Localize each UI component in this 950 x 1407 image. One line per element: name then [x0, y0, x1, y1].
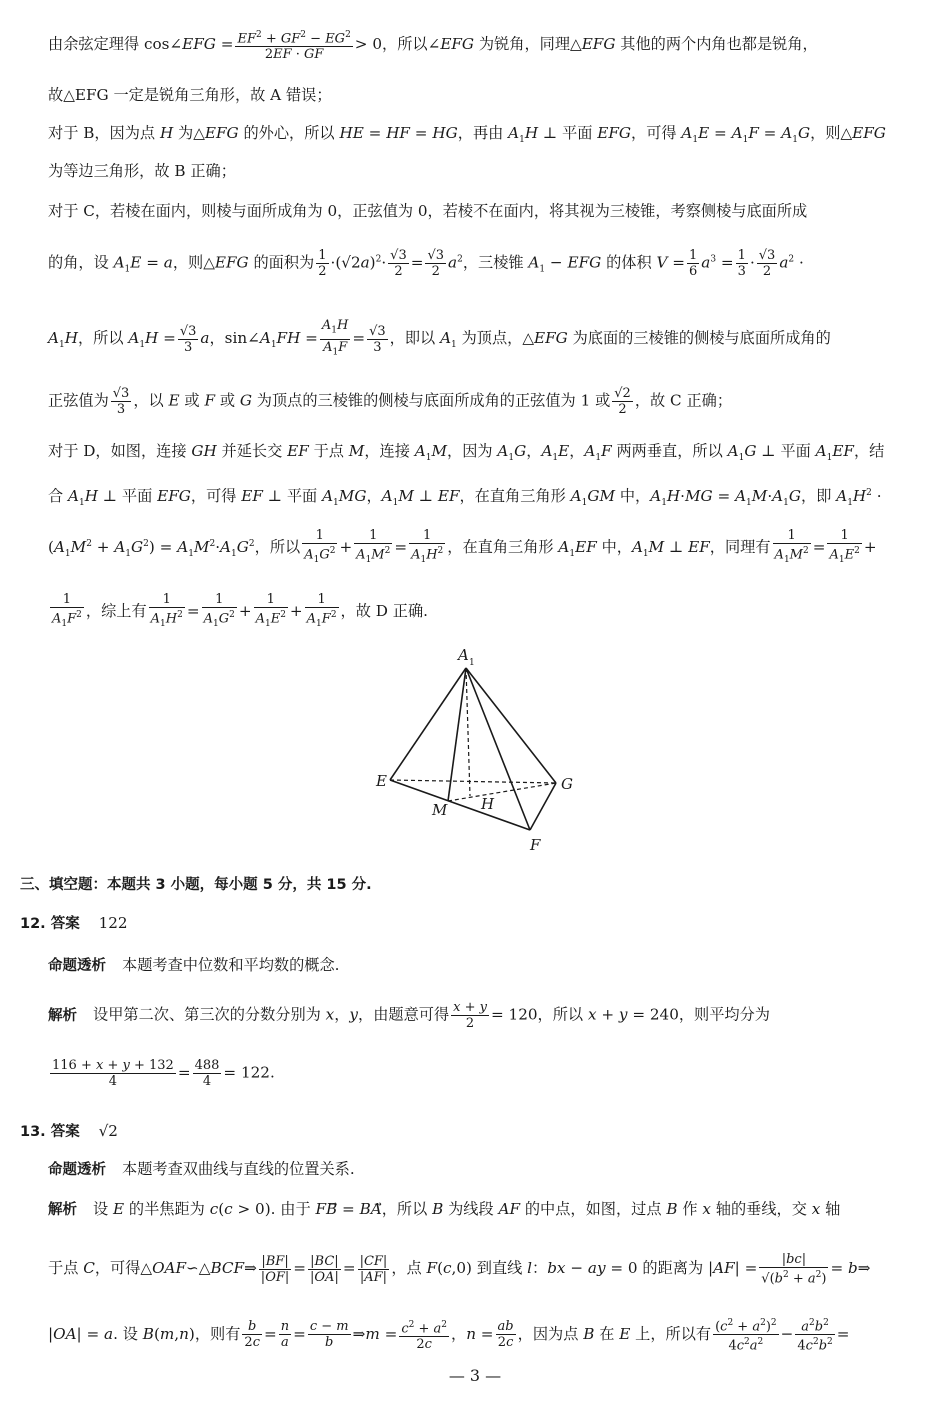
section-heading: 三、填空题：本题共 3 小题，每小题 5 分，共 15 分.: [20, 877, 372, 893]
q13-tag-analysis: 命题透析: [48, 1162, 106, 1178]
edge-A1E: [390, 668, 466, 780]
q13-answer-line: [20, 1120, 930, 1143]
segment-A1H-hidden: [466, 668, 470, 796]
text-line-6: 的角，设 $A_1E = a$，则△EFG 的面积为 $\frac{1}{2}$ $\cdot(√2a)^2\cdot$ $\frac{√3}{2}$ = $\frac{√3}{2}$ $a^2$，三棱锥 $A_1$ − EFG 的体积 V = $\frac{1}{6}$ $a^3$ = $\frac{1}{3}$ · $\frac{√3}{2}$ $a^2$ ·: [48, 248, 804, 279]
text-line-7: $A_1H$，所以 $A_1H$ = $\frac{√3}{3}$ a，$\sin\angle A_1FH$ = $\frac{A_1H}{A_1F}$ = $\frac{√3}{3}$ ，即以 $A_1$ 为顶点，△EFG 为底面的三棱锥的侧棱与底面所成角的: [48, 318, 831, 358]
label-H: H: [481, 795, 495, 813]
q12-tag-solution: 解析: [48, 1007, 77, 1024]
edge-A1F: [466, 668, 530, 830]
text-line-1: 由余弦定理得 cos∠EFG = $\frac{EF^2 + GF^2 - EG^2}{2EF \cdot GF}$ > 0，所以∠EFG 为锐角，同理△EFG 其他的两个内角也都是锐角，: [48, 30, 818, 63]
q12-analysis: 本题考查中位数和平均数的概念.: [122, 956, 340, 974]
q12-tag-analysis: 命题透析: [48, 958, 106, 974]
text-line-4: 为等边三角形，故 B 正确；: [48, 162, 236, 180]
q13-solution-line-3: |OA| = a. 设 B(m,n)，则有 $\frac{b}{2c}$ = $\frac{n}{a}$ = $\frac{c - m}{b}$ ⇒m = $\frac{c^2 + a^2}{2c}$ ，n = $\frac{ab}{2c}$ ，因为点 B 在 E 上，所以有 $\frac{(c^2 + a^2)^2}{4c^2a^2}$ − $\frac{a^2b^2}{4c^2b^2}$ =: [48, 1318, 850, 1354]
text-line-9: 对于 D，如图，连接 GH 并延长交 EF 于点 M，连接 $A_1M$，因为 $A_1G$，$A_1E$，$A_1F$ 两两垂直，所以 $A_1G$ ⊥ 平面 $A_1EF$，结: [48, 442, 885, 464]
label-F: F: [530, 836, 541, 854]
edge-A1G: [466, 668, 556, 783]
text-line-3: 对于 B，因为点 H 为△EFG 的外心，所以 HE = HF = HG，再由 $A_1H$ ⊥ 平面 EFG，可得 $A_1E = A_1F = A_1G$，则△EFG: [48, 124, 886, 146]
text-line-2: 故△EFG 一定是锐角三角形，故 A 错误；: [48, 86, 332, 104]
edge-EG-hidden: [390, 780, 556, 783]
q12-answer: 122: [98, 914, 128, 932]
page-number: — 3 —: [448, 1366, 502, 1385]
q13-head: 13. 答案: [20, 1124, 80, 1140]
q12-head: 12. 答案: [20, 916, 80, 932]
text-line-11: $(A_1M^2 + A_1G^2) = A_1M^2\cdot A_1G^2$，所以 $\frac{1}{A_1G^2}$ + $\frac{1}{A_1M^2}$ = $\frac{1}{A_1H^2}$ ，在直角三角形 $A_1EF$ 中，$A_1M$ ⊥ EF，同理有 $\frac{1}{A_1M^2}$ = $\frac{1}{A_1E^2}$ +: [48, 528, 877, 565]
q13-solution-line-2: 于点 C，可得△OAF∽△BCF⇒ $\frac{|BF|}{|OF|}$ = $\frac{|BC|}{|OA|}$ = $\frac{|CF|}{|AF|}$ ，点 F(c,0) 到直线 l：bx − ay = 0 的距离为 |AF| = $\frac{|bc|}{√(b^2 + a^2)}$ = b⇒: [48, 1252, 871, 1287]
q12-solution-line-2: $\frac{116 + x + y + 132}{4}$ = $\frac{488}{4}$ = 122.: [52, 1058, 275, 1089]
label-A1-sub: 1: [469, 658, 475, 668]
q13-tag-solution: 解析: [48, 1202, 77, 1218]
q13-analysis: 本题考查双曲线与直线的位置关系.: [122, 1160, 355, 1178]
q13-solution-line-1: 解析 设 E 的半焦距为 c(c > 0). 由于 FB⃗ = BA⃗，所以 B 为线段 AF 的中点，如图，过点 B 作 x 轴的垂线，交 x 轴: [48, 1200, 841, 1218]
q13-answer: √2: [98, 1122, 118, 1140]
text-line-5: 对于 C，若棱在面内，则棱与面所成角为 0，正弦值为 0，若棱不在面内，将其视为三棱锥，考察侧棱与底面所成: [48, 202, 808, 220]
label-E: E: [376, 772, 387, 790]
q13-analysis-line: [48, 1158, 930, 1181]
text-line-12: $\frac{1}{A_1F^2}$ ，综上有 $\frac{1}{A_1H^2}$ = $\frac{1}{A_1G^2}$ + $\frac{1}{A_1E^2}$ + $\frac{1}{A_1F^2}$ ，故 D 正确.: [52, 592, 428, 629]
edge-FG: [530, 783, 556, 830]
q12-solution-line-1: 解析 设甲第二次、第三次的分数分别为 x，y，由题意可得 $\frac{x + y}{2}$ = 120，所以 x + y = 240，则平均分为: [48, 1000, 770, 1031]
q12-answer-line: [20, 912, 930, 935]
label-G: G: [561, 775, 573, 793]
text-line-8: 正弦值为 $\frac{√3}{3}$ ，以 E 或 F 或 G 为顶点的三棱锥的侧棱与底面所成角的正弦值为 1 或 $\frac{√2}{2}$ ，故 C 正确；: [48, 386, 733, 417]
text-line-10: 合 $A_1H$ ⊥ 平面 EFG，可得 EF ⊥ 平面 $A_1MG$，$A_1M$ ⊥ EF，在直角三角形 $A_1GM$ 中，$A_1H\cdot MG = A_1M\cdot A_1G$，即 $A_1H^2$ ·: [48, 487, 882, 509]
edge-EF: [390, 780, 530, 830]
q12-analysis-line: [48, 954, 930, 977]
label-M: M: [432, 801, 448, 819]
pyramid-figure: [360, 640, 600, 860]
label-A1: A: [458, 646, 469, 664]
segment-MG-hidden: [448, 783, 556, 801]
